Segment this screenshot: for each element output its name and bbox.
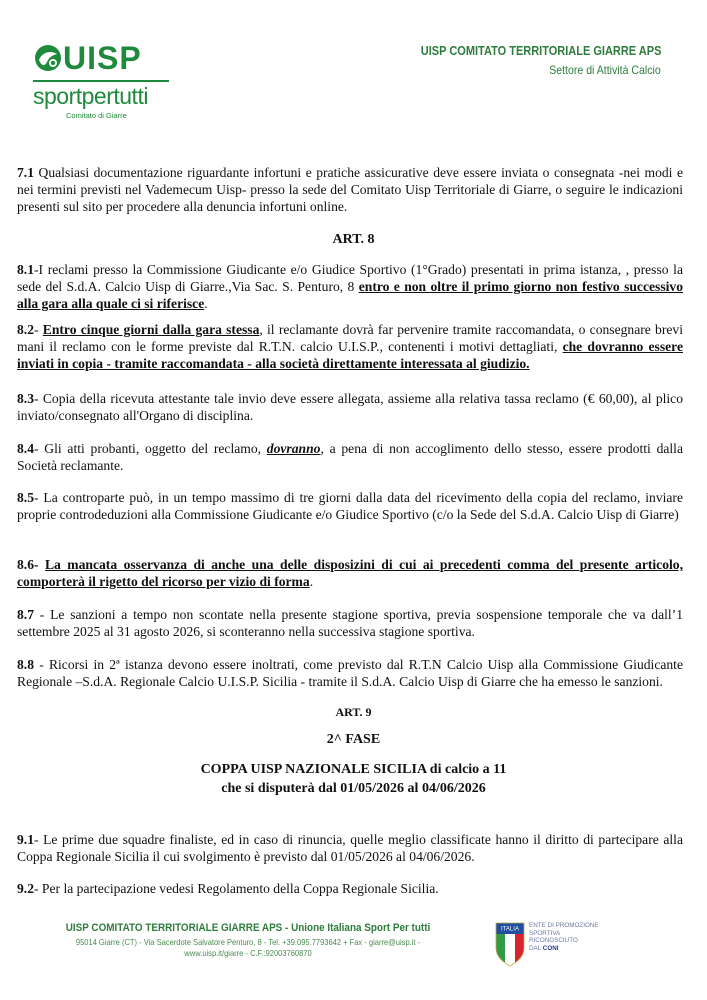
paragraph-number: 7.1 — [17, 165, 34, 180]
shield-label: ITALIA — [501, 926, 519, 933]
paragraph-tail: . — [309, 573, 314, 589]
coni-text — [529, 922, 599, 952]
coni-line-1: ENTE DI PROMOZIONE — [529, 922, 599, 929]
paragraph-text: , il reclamante dovrà far pervenire tramite raccomandata, o consegnare brevi mani il reclamo con le forme previste dal R.T.N. calcio U.I.S.P., contenenti i motivi dettagliati, — [17, 322, 683, 354]
paragraph-text-cont: , a pena di non accoglimento dello stesso, essere prodotti dalla Società reclamante. — [17, 441, 683, 473]
paragraph-emphasis: La mancata osservanza di anche una delle disposizini di cui ai precedenti comma del presente articolo, comporterà il rigetto del ricorso per vizio di forma — [17, 557, 683, 589]
paragraph-8-8 — [17, 657, 683, 691]
header-org-subtitle: Settore di Attività Calcio — [549, 63, 661, 77]
paragraph-emphasis-deadline: Entro cinque giorni dalla gara stessa — [42, 322, 260, 337]
paragraph-8-3 — [17, 391, 683, 425]
paragraph-tail: . — [204, 295, 208, 311]
footer-address: 95014 Giarre (CT) - Via Sacerdote Salvatore Penturo, 8 - Tel. +39.095.7793642 + Fax - giarre@uisp.it - www.uisp.it/giarre - C.F.:92003760870 — [75, 937, 421, 958]
phase-heading: 2^ FASE — [326, 732, 381, 747]
paragraph-text: - Per la partecipazione vedesi Regolamento della Coppa Regionale Sicilia. — [34, 881, 439, 896]
logo-committee: Comitato di Giarre — [66, 111, 127, 120]
paragraph-number: 9.1 — [17, 832, 34, 847]
paragraph-number: 8.4 — [17, 441, 34, 456]
paragraph-separator: - — [34, 557, 45, 572]
paragraph-text: -I reclami presso la Commissione Giudicante e/o Giudice Sportivo (1°Grado) presentati in prima istanza, , presso la sede del S.d.A. Calcio Uisp di Giarre.,Via Sac. S. Penturo, 8 — [17, 262, 683, 294]
coni-line-4-prefix: DAL — [529, 944, 543, 952]
italia-shield-icon — [495, 922, 525, 967]
paragraph-7-1 — [17, 165, 683, 215]
article-9-heading: ART. 9 — [335, 705, 372, 719]
paragraph-9-1 — [17, 832, 683, 866]
coni-recognition-badge — [495, 922, 615, 970]
paragraph-8-1 — [17, 262, 683, 312]
logo-brand: UISP — [63, 40, 142, 76]
paragraph-8-7 — [17, 607, 683, 641]
paragraph-number: 8.8 — [17, 657, 34, 672]
uisp-runner-emblem-icon — [33, 44, 63, 72]
paragraph-text: - Copia della ricevuta attestante tale invio deve essere allegata, assieme alla relativa tassa reclamo (€ 60,00), al plico inviato/consegnato all'Organo di disciplina. — [17, 391, 683, 423]
paragraph-9-2 — [17, 881, 683, 898]
paragraph-text: - Ricorsi in 2ª istanza devono essere inoltrati, come previsto dal R.T.N Calcio Uisp alla Commissione Giudicante Regionale –S.d.A. Regionale Calcio U.I.S.P. Sicilia - tramite il S.d.A. Calcio Uisp di Giarre che ha emesso le sanzioni. — [17, 657, 683, 689]
paragraph-number: 8.3 — [17, 391, 34, 406]
paragraph-emphasis: dovranno — [266, 441, 321, 456]
paragraph-number: 8.5 — [17, 490, 34, 505]
paragraph-8-4 — [17, 441, 683, 475]
paragraph-8-2 — [17, 322, 683, 372]
paragraph-number: 8.7 — [17, 607, 34, 622]
coni-line-3: RICONOSCIUTO — [529, 937, 578, 944]
paragraph-emphasis-copy: che dovranno essere inviati in copia - tramite raccomandata - alla società direttamente interessata al giudizio. — [17, 338, 683, 371]
paragraph-separator: - — [34, 322, 43, 337]
footer-org-line: UISP COMITATO TERRITORIALE GIARRE APS - Unione Italiana Sport Per tutti — [65, 922, 431, 934]
cup-title: COPPA UISP NAZIONALE SICILIA di calcio a 11 — [200, 762, 507, 777]
paragraph-number: 8.2 — [17, 322, 34, 337]
paragraph-text: Qualsiasi documentazione riguardante infortuni e pratiche assicurative deve essere inviata o consegnata -nei modi e nei termini previsti nel Vademecum Uisp- presso la sede del Comitato Uisp Territoriale di Giarre, o seguire le indicazioni presenti sul sito per procedere alla denuncia infortuni online. — [17, 165, 683, 214]
logo-tagline: sportpertutti — [33, 83, 148, 109]
paragraph-text: - Gli atti probanti, oggetto del reclamo, — [34, 441, 267, 456]
cup-dates: che si disputerà dal 01/05/2026 al 04/06/2026 — [221, 781, 486, 796]
coni-line-2: SPORTIVA — [529, 929, 561, 937]
paragraph-emphasis: entro e non oltre il primo giorno non festivo successivo alla gara alla quale ci si riferisce — [17, 278, 683, 311]
paragraph-number: 9.2 — [17, 881, 34, 896]
header-org-title: UISP COMITATO TERRITORIALE GIARRE APS — [420, 44, 661, 58]
coni-line-4-strong: CONI — [542, 944, 559, 952]
paragraph-8-5 — [17, 490, 683, 524]
paragraph-number: 8.6 — [17, 557, 34, 572]
paragraph-text: - Le prime due squadre finaliste, ed in caso di rinuncia, quelle meglio classificate hanno il diritto di partecipare alla Coppa Regionale Sicilia il cui svolgimento è previsto dal 01/05/2026 al 04/06/2026. — [17, 832, 683, 864]
paragraph-8-6 — [17, 557, 683, 591]
paragraph-text: - La controparte può, in un tempo massimo di tre giorni dalla data del ricevimento della copia del reclamo, inviare proprie controdeduzioni alla Commissione Giudicante e/o Giudice Sportivo (c/o la Sede del S.d.A. Calcio Uisp di Giarre) — [17, 490, 683, 522]
uisp-logo — [33, 40, 173, 124]
paragraph-text: - Le sanzioni a tempo non scontate nella presente stagione sportiva, previa sospensione temporale che va dall’1 settembre 2025 al 31 agosto 2026, si sconteranno nella successiva stagione sportiva. — [17, 607, 683, 639]
coni-line-4 — [529, 945, 599, 953]
paragraph-number: 8.1 — [17, 262, 34, 277]
article-8-heading: ART. 8 — [332, 232, 375, 247]
